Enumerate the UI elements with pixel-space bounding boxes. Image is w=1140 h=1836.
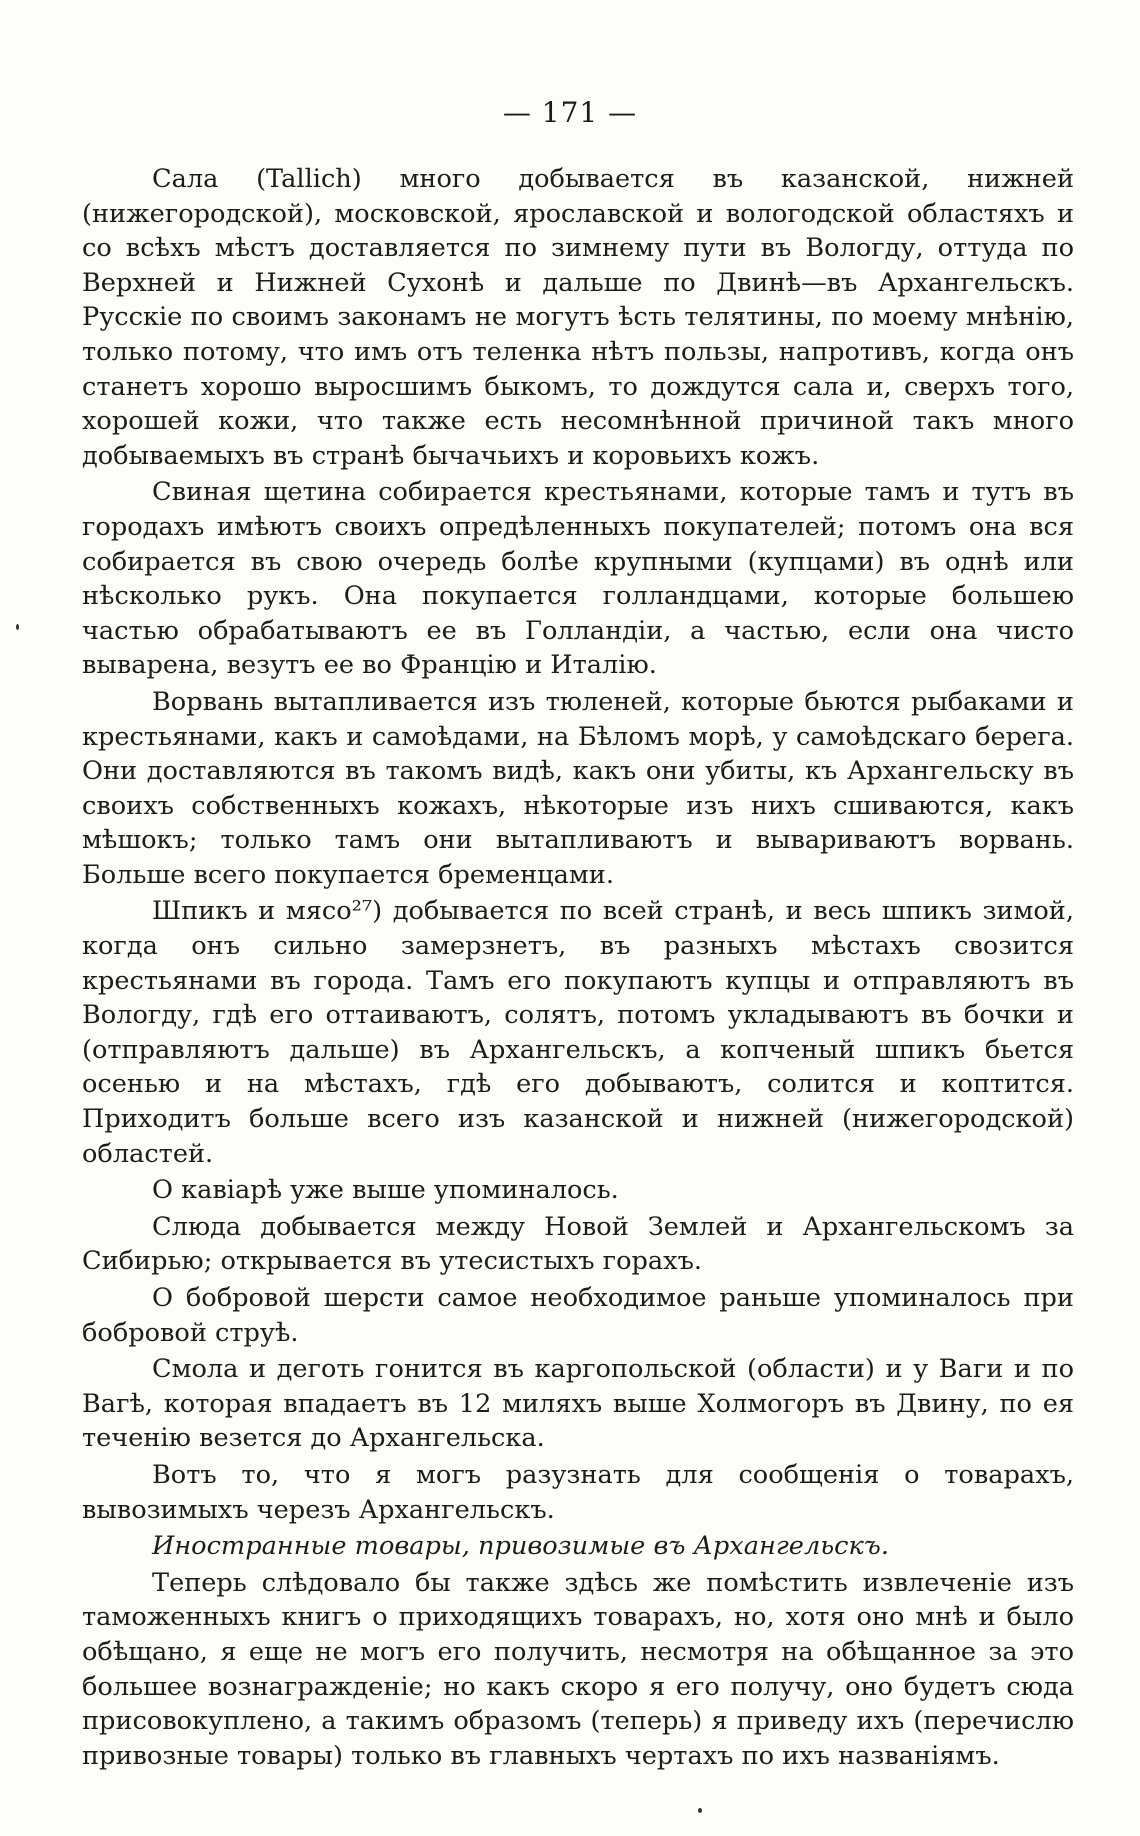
paragraph-train-oil: Ворвань вытапливается изъ тюленей, которые бьются рыбаками и крестьянами, какъ и самоѣдами, на Бѣломъ морѣ, у самоѣдскаго берега. Они доставляются въ такомъ видѣ, какъ они убиты, къ Архангельску въ своихъ собственныхъ кожахъ, нѣкоторые изъ нихъ сшиваются, какъ мѣшокъ; только тамъ они вытапливаютъ и вывариваютъ ворвань. Больше всего покупается бременцами. — [82, 686, 1074, 890]
paragraph-mica: Слюда добывается между Новой Землей и Архангельскомъ за Сибирью; открывается въ утесистыхъ горахъ. — [82, 1211, 1074, 1277]
bottom-speck — [698, 1808, 702, 1813]
paragraph-imported-goods: Теперь слѣдовало бы также здѣсь же помѣстить извлеченіе изъ таможенныхъ книгъ о приходящихъ товарахъ, но, хотя оно мнѣ и было обѣщано, я еще не могъ его получить, несмотря на обѣщанное за это большее вознагражденіе; но какъ скоро я его получу, оно будетъ сюда присовокуплено, а такимъ образомъ (теперь) я приведу ихъ (перечислю привозные товары) только въ главныхъ чертахъ по ихъ названіямъ. — [82, 1567, 1074, 1771]
paragraph-bristles: Свиная щетина собирается крестьянами, которые тамъ и тутъ въ городахъ имѣютъ своихъ опредѣленныхъ покупателей; потомъ она вся собирается въ свою очередь болѣе крупными (купцами) въ однѣ или нѣсколько рукъ. Она покупается голландцами, которые большею частью обрабатываютъ ее въ Голландіи, а частью, если она чисто выварена, везутъ ее во Францію и Италію. — [82, 477, 1074, 681]
page-text — [82, 162, 1074, 1775]
paragraph-tallow: Сала (Tallich) много добывается въ казанской, нижней (нижегородской), московской, ярославской и вологодской областяхъ и со всѣхъ мѣстъ доставляется по зимнему пути въ Вологду, оттуда по Верхней и Нижней Сухонѣ и дальше по Двинѣ—въ Архангельскъ. Русскіе по своимъ законамъ не могутъ ѣсть телятины, по моему мнѣнію, только потому, что имъ отъ теленка нѣтъ пользы, напротивъ, когда онъ станетъ хорошо выросшимъ быкомъ, то дождутся сала и, сверхъ того, хорошей кожи, что также есть несомнѣнной причиной такъ много добываемыхъ въ странѣ бычачьихъ и коровьихъ кожъ. — [82, 164, 1074, 471]
page-number: — 171 — — [502, 96, 638, 129]
paragraph-summary: Вотъ то, что я могъ разузнать для сообщенія о товарахъ, вывозимыхъ черезъ Архангельскъ. — [82, 1459, 1074, 1525]
section-heading-imported-goods: Иностранные товары, привозимые въ Архангельскъ. — [152, 1531, 889, 1562]
paragraph-lard: Шпикъ и мясо²⁷) добывается по всей странѣ, и весь шпикъ зимой, когда онъ сильно замерзнетъ, въ разныхъ мѣстахъ свозится крестьянами въ города. Тамъ его покупаютъ купцы и отправляютъ въ Вологду, гдѣ его оттаиваютъ, солятъ, потомъ укладываютъ въ бочки и (отправляютъ дальше) въ Архангельскъ, а копченый шпикъ бьется осенью и на мѣстахъ, гдѣ его добываютъ, солится и коптится. Приходитъ больше всего изъ казанской и нижней (нижегородской) областей. — [82, 896, 1074, 1169]
margin-speck — [16, 624, 19, 630]
paragraph-beaver-fur: О бобровой шерсти самое необходимое раньше упоминалось при бобровой струѣ. — [82, 1283, 1074, 1348]
paragraph-caviar: О кавіарѣ уже выше упоминалось. — [152, 1175, 619, 1206]
paragraph-tar: Смола и деготь гонится въ каргопольской (области) и у Ваги и по Вагѣ, которая впадаетъ въ 12 миляхъ выше Холмогоръ въ Двину, по ея теченію везется до Архангельска. — [82, 1354, 1074, 1454]
